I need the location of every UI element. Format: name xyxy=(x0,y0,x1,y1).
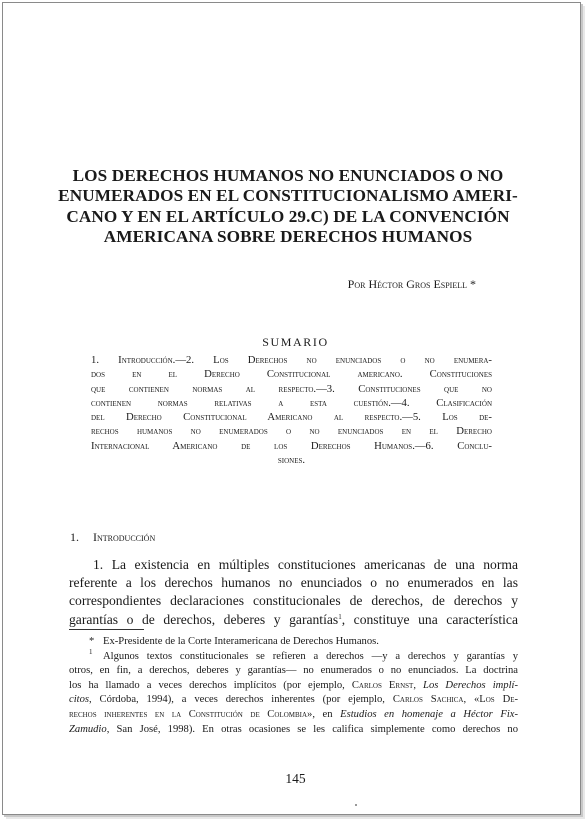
article-title xyxy=(53,166,523,248)
footnote-text: Ex-Presidente de la Corte Interamericana de Derechos Humanos. xyxy=(103,636,379,647)
sumario-heading: SUMARIO xyxy=(262,335,329,349)
title-line: LOS DERECHOS HUMANOS NO ENUNCIADOS O NO xyxy=(72,166,504,185)
footnote-mark: * xyxy=(89,636,95,647)
footnote-reference: 1 xyxy=(338,612,342,621)
section-number: 1. xyxy=(70,530,79,544)
sumario-line: que contienen normas al respecto.—3. Constituciones que no xyxy=(91,382,492,395)
sumario-line: contienen normas relativas a esta cuestión.—4. Clasificación xyxy=(91,396,492,409)
sumario-line: 1. Introducción.—2. Los Derechos no enunciados o no enumera- xyxy=(91,354,492,366)
body-line: 1. La existencia en múltiples constituciones americanas de una norma xyxy=(93,557,518,572)
author-footnote-mark: * xyxy=(470,277,476,291)
cited-title: Zamudio xyxy=(69,723,107,735)
title-line: CANO Y EN EL ARTÍCULO 29.C) DE LA CONVENCIÓN xyxy=(66,206,510,226)
sumario-line: rechos humanos no enumerados o no enunciados en el Derecho xyxy=(91,425,492,438)
footnotes xyxy=(69,635,518,737)
footnote-text: , xyxy=(413,679,424,691)
page-number: 145 xyxy=(285,771,306,786)
cited-article: rechos inherentes en la Constitución de Colombia xyxy=(69,708,308,720)
footnote-text: los ha llamado a veces derechos implícitos (por ejemplo, xyxy=(69,679,352,691)
footnote-separator xyxy=(69,629,144,630)
cited-title: Los Derechos implí- xyxy=(423,679,519,691)
cited-article: Los De- xyxy=(479,694,519,706)
footnote-text: , San José, 1998). En otras ocasiones se les califica simplemente como derechos no xyxy=(106,723,518,735)
sumario-line: Internacional Americano de los Derechos Humanos.—6. Conclu- xyxy=(91,439,492,452)
document-page xyxy=(2,2,581,815)
footnote-1-line: $^1$ Algunos textos constitucionales se refieren a derechos —y a derechos y garantías y xyxy=(89,647,518,662)
author-name: Héctor Gros Espiell xyxy=(368,277,467,291)
body-line-text: garantías o de derechos, deberes y garantías xyxy=(69,611,339,627)
footnote-1-line xyxy=(69,708,518,723)
footnote-1-line: otros, en fin, a derechos, deberes y garantías— no enumerados o no enunciados. La doctrina xyxy=(69,665,518,677)
cited-title: Estudios en homenaje a Héctor Fix- xyxy=(340,708,519,720)
author-byline xyxy=(348,277,476,292)
section-title: Introducción xyxy=(93,530,156,544)
footnote-text: Algunos textos constitucionales se refieren a derechos —y a derechos y garantías y xyxy=(103,650,518,662)
cited-author: Carlos Ernst xyxy=(351,679,414,691)
author-prefix: Por xyxy=(347,277,366,291)
footnote-text: , « xyxy=(463,694,480,706)
section-heading xyxy=(70,530,155,545)
sumario-line: siones. xyxy=(277,453,306,466)
footnote-star xyxy=(69,635,518,650)
title-line: AMERICANA SOBRE DERECHOS HUMANOS xyxy=(103,227,473,247)
title-line: ENUMERADOS EN EL CONSTITUCIONALISMO AMERI- xyxy=(58,186,518,206)
sumario-line: dos en el Derecho Constitucional americano. Constituciones xyxy=(91,368,492,381)
footnote-text: », en xyxy=(307,708,341,720)
footnote-1-line xyxy=(69,693,518,708)
scan-speck xyxy=(355,804,357,806)
body-line: referente a los derechos humanos no enunciados o no enumerados en las xyxy=(69,575,518,591)
footnote-1-line xyxy=(69,679,518,694)
footnote-1-line xyxy=(69,723,518,738)
body-line xyxy=(69,611,518,629)
footnote-text: , Córdoba, 1994), a veces derechos inherentes (por ejemplo, xyxy=(89,694,393,706)
sumario-line: del Derecho Constitucional Americano al respecto.—5. Los de- xyxy=(91,411,492,423)
sumario-block xyxy=(91,353,492,467)
cited-title: citos xyxy=(69,694,90,706)
body-line: correspondientes declaraciones constitucionales de derechos, de derechos y xyxy=(69,593,518,609)
body-line-tail: , constituye una característica xyxy=(341,611,518,627)
body-paragraph xyxy=(69,556,518,629)
cited-author: Carlos Sachica xyxy=(392,694,464,706)
